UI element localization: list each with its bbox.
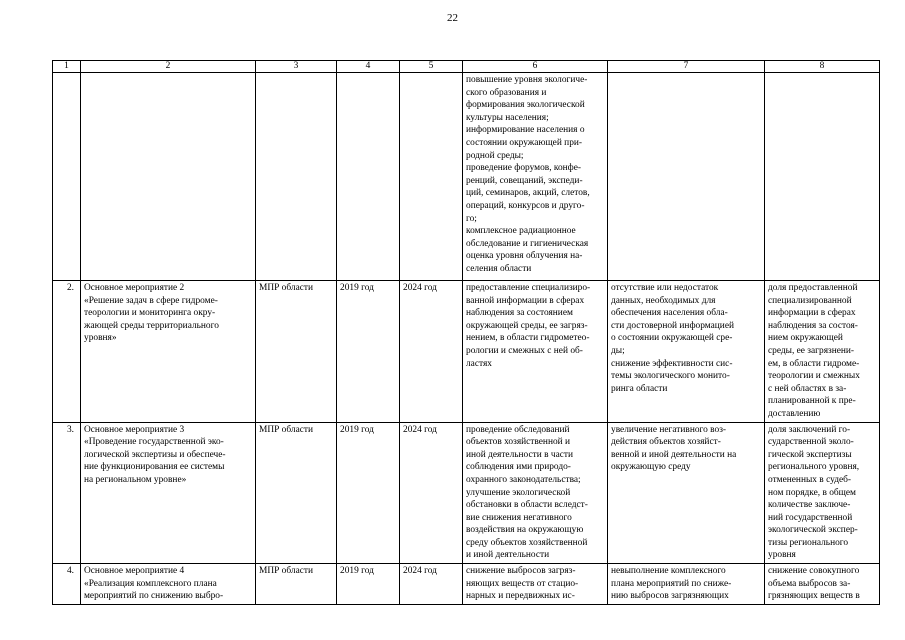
measure-name: Основное мероприятие 2 «Решение задач в сфере гидроме- теорологии и мониторинга окру- жающей среды территориального уровня» bbox=[81, 281, 256, 423]
column-number: 3 bbox=[256, 61, 337, 73]
non-implementation-consequences: отсутствие или недостаток данных, необходимых для обеспечения населения обла- сти достоверной информацией о состоянии окружающей сре- ды; снижение эффективности сис- темы экологического монито- ринга области bbox=[608, 281, 765, 423]
end-year: 2024 год bbox=[400, 281, 463, 423]
start-year: 2019 год bbox=[337, 422, 400, 564]
column-number: 2 bbox=[81, 61, 256, 73]
start-year: 2019 год bbox=[337, 281, 400, 423]
non-implementation-consequences: невыполнение комплексного плана мероприятий по сниже- нию выбросов загрязняющих bbox=[608, 564, 765, 605]
expected-result: проведение обследований объектов хозяйственной и иной деятельности в части соблюдения ими природо- охранного законодательства; улучшение экологической обстановки в области вследст- вие снижения негативного воздействия на окружающую среду объектов хозяйственной и иной деятельности bbox=[463, 422, 608, 564]
row-number: 4. bbox=[53, 564, 81, 605]
row-number: 3. bbox=[53, 422, 81, 564]
table-row bbox=[53, 564, 880, 605]
column-number: 5 bbox=[400, 61, 463, 73]
target-indicator: доля предоставленной специализированной информации в сферах наблюдения за состоя- нием окружающей среды, ее загрязнени- ем, в области гидроме- теорологии и смежных с ней областях в за- планированной к пре- доставлению bbox=[765, 281, 880, 423]
column-number-row bbox=[53, 61, 880, 73]
end-year: 2024 год bbox=[400, 564, 463, 605]
column-number: 1 bbox=[53, 61, 81, 73]
expected-result: предоставление специализиро- ванной информации в сферах наблюдения за состоянием окружающей среды, ее загряз- нением, в области гидрометео- рологии и смежных с ней об- ластях bbox=[463, 281, 608, 423]
measure-name: Основное мероприятие 3 «Проведение государственной эко- логической экспертизы и обеспече- ние функционирования ее системы на региональном уровне» bbox=[81, 422, 256, 564]
measure-name: Основное мероприятие 4 «Реализация комплексного плана мероприятий по снижению выбро- bbox=[81, 564, 256, 605]
target-indicator bbox=[765, 73, 880, 281]
table-row bbox=[53, 422, 880, 564]
program-measures-table bbox=[52, 60, 880, 605]
expected-result: повышение уровня экологиче- ского образования и формирования экологической культуры населения; информирование населения о состоянии окружающей при- родной среды; проведение форумов, конфе- ренций, совещаний, экспеди- ций, семинаров, акций, слетов, операций, конкурсов и друго- го; комплексное радиационное обследование и гигиеническая оценка уровня облучения на- селения области bbox=[463, 73, 608, 281]
column-number: 4 bbox=[337, 61, 400, 73]
table-row bbox=[53, 281, 880, 423]
start-year: 2019 год bbox=[337, 564, 400, 605]
executor: МПР области bbox=[256, 422, 337, 564]
executor bbox=[256, 73, 337, 281]
non-implementation-consequences bbox=[608, 73, 765, 281]
column-number: 7 bbox=[608, 61, 765, 73]
column-number: 6 bbox=[463, 61, 608, 73]
column-number: 8 bbox=[765, 61, 880, 73]
target-indicator: доля заключений го- сударственной эколо- гической экспертизы регионального уровня, отмененных в судеб- ном порядке, в общем количестве заключе- ний государственной экологической экспер- тизы регионального уровня bbox=[765, 422, 880, 564]
end-year bbox=[400, 73, 463, 281]
table-row bbox=[53, 73, 880, 281]
executor: МПР области bbox=[256, 564, 337, 605]
page-number: 22 bbox=[447, 12, 458, 24]
start-year bbox=[337, 73, 400, 281]
row-number: 2. bbox=[53, 281, 81, 423]
end-year: 2024 год bbox=[400, 422, 463, 564]
expected-result: снижение выбросов загряз- няющих веществ от стацио- нарных и передвижных ис- bbox=[463, 564, 608, 605]
measure-name bbox=[81, 73, 256, 281]
row-number bbox=[53, 73, 81, 281]
executor: МПР области bbox=[256, 281, 337, 423]
non-implementation-consequences: увеличение негативного воз- действия объектов хозяйст- венной и иной деятельности на окружающую среду bbox=[608, 422, 765, 564]
target-indicator: снижение совокупного объема выбросов за- грязняющих веществ в bbox=[765, 564, 880, 605]
